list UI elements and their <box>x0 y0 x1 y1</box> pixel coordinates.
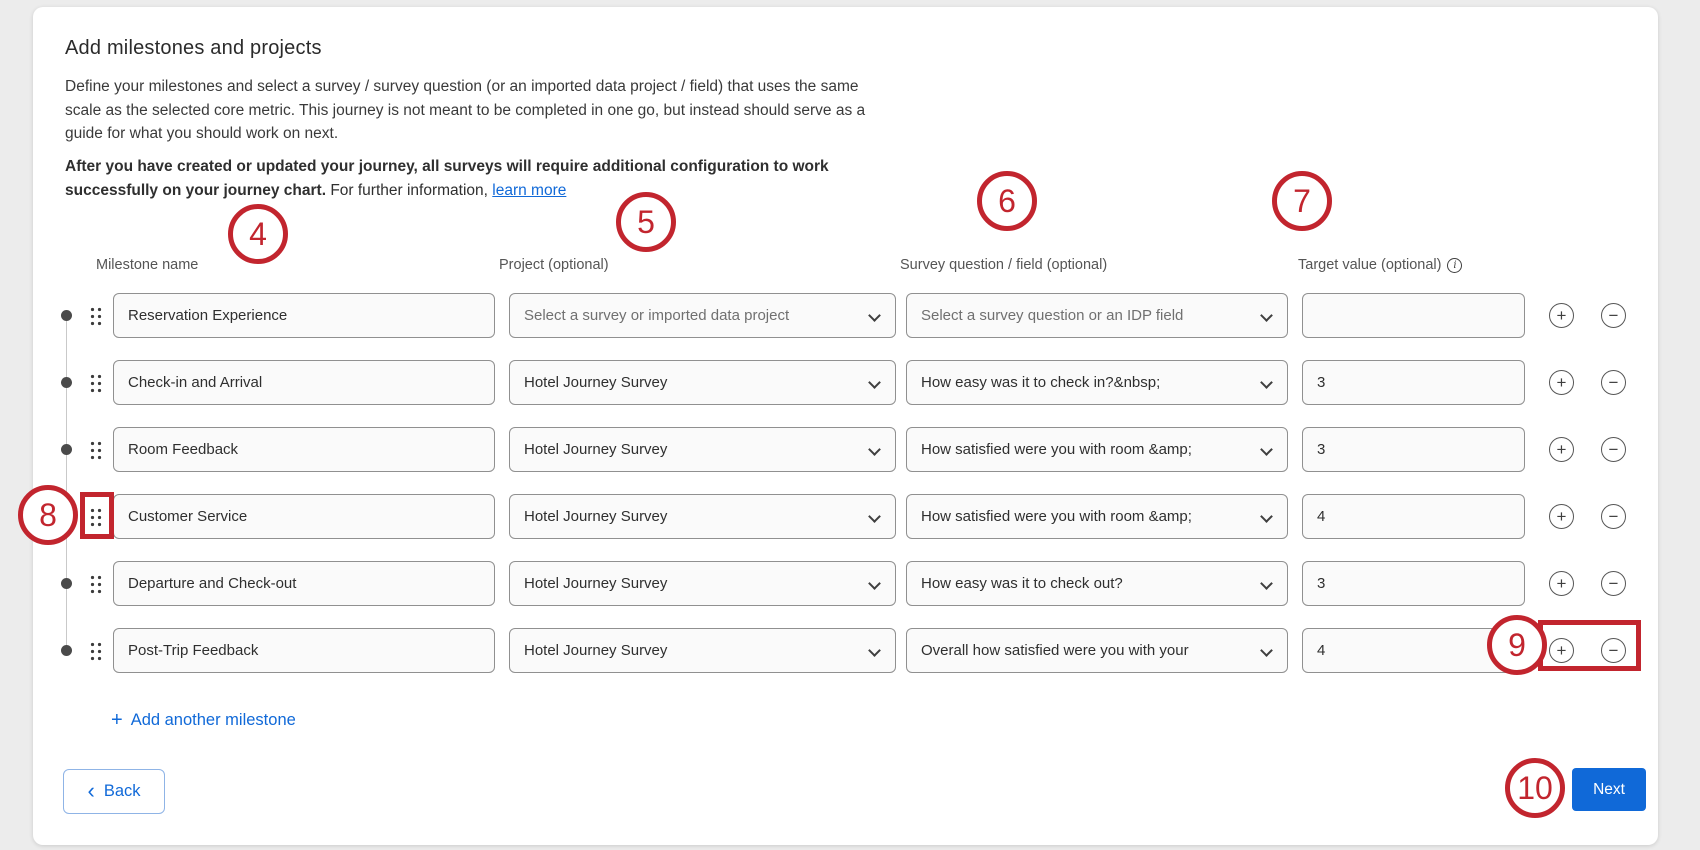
target-value-input[interactable]: 3 <box>1302 360 1525 405</box>
annotation-rect-8 <box>80 492 114 539</box>
chevron-down-icon <box>1260 577 1273 590</box>
add-row-button[interactable]: + <box>1549 504 1574 529</box>
target-value-input[interactable] <box>1302 293 1525 338</box>
column-header-milestone: Milestone name <box>96 257 199 273</box>
project-select-value: Select a survey or imported data project <box>524 307 790 324</box>
chevron-down-icon <box>1260 309 1273 322</box>
project-select[interactable] <box>509 561 896 606</box>
target-value-input[interactable]: 4 <box>1302 494 1525 539</box>
project-select[interactable] <box>509 628 896 673</box>
chevron-down-icon <box>868 309 881 322</box>
milestone-bullet <box>55 645 77 656</box>
project-select[interactable] <box>509 360 896 405</box>
annotation-circle-7: 7 <box>1272 171 1332 231</box>
add-row-button[interactable]: + <box>1549 303 1574 328</box>
chevron-down-icon <box>1260 510 1273 523</box>
milestone-name-input[interactable]: Room Feedback <box>113 427 495 472</box>
drag-dots-icon <box>89 440 102 460</box>
project-select-value: Hotel Journey Survey <box>524 575 668 592</box>
remove-row-button[interactable]: − <box>1601 504 1626 529</box>
project-select-value: Hotel Journey Survey <box>524 508 668 525</box>
drag-handle[interactable] <box>77 641 113 661</box>
annotation-circle-8: 8 <box>18 485 78 545</box>
milestone-name-input[interactable]: Customer Service <box>113 494 495 539</box>
page-title: Add milestones and projects <box>65 37 322 59</box>
chevron-down-icon <box>1260 644 1273 657</box>
target-value-input[interactable]: 3 <box>1302 561 1525 606</box>
drag-dots-icon <box>89 641 102 661</box>
milestone-name-input[interactable]: Post-Trip Feedback <box>113 628 495 673</box>
chevron-down-icon <box>868 510 881 523</box>
annotation-rect-9 <box>1538 620 1641 671</box>
annotation-circle-5: 5 <box>616 192 676 252</box>
milestone-bullet <box>55 377 77 388</box>
drag-handle[interactable] <box>77 440 113 460</box>
milestone-row-6 <box>55 628 1658 673</box>
milestone-row-1 <box>55 293 1658 338</box>
drag-dots-icon <box>89 373 102 393</box>
column-headers <box>33 257 1658 277</box>
milestone-name-input[interactable]: Departure and Check-out <box>113 561 495 606</box>
milestone-row-4 <box>55 494 1658 539</box>
survey-select-value: How easy was it to check out? <box>921 575 1123 592</box>
chevron-down-icon <box>1260 443 1273 456</box>
milestones-panel <box>33 7 1658 845</box>
target-value-input[interactable]: 3 <box>1302 427 1525 472</box>
survey-select-value: How easy was it to check in?&nbsp; <box>921 374 1161 391</box>
remove-row-button[interactable]: − <box>1601 571 1626 596</box>
milestone-row-2 <box>55 360 1658 405</box>
project-select[interactable] <box>509 427 896 472</box>
chevron-down-icon <box>868 577 881 590</box>
configuration-note <box>65 155 905 202</box>
survey-question-select[interactable] <box>906 427 1288 472</box>
milestone-name-input[interactable]: Reservation Experience <box>113 293 495 338</box>
configuration-note-bold: After you have created or updated your journey, all surveys will require additional configuration to work successfully on your journey chart. <box>65 158 829 199</box>
chevron-down-icon <box>868 376 881 389</box>
page-description: Define your milestones and select a survey / survey question (or an imported data project / field) that uses the same scale as the selected core metric. This journey is not meant to be completed in one go, but instead should serve as a guide for what you should work on next. <box>65 78 866 142</box>
survey-question-select[interactable] <box>906 293 1288 338</box>
column-header-target <box>1298 257 1462 273</box>
milestone-row-5 <box>55 561 1658 606</box>
survey-question-select[interactable] <box>906 360 1288 405</box>
add-row-button[interactable]: + <box>1549 370 1574 395</box>
milestone-bullet <box>55 444 77 455</box>
plus-icon: + <box>111 709 123 731</box>
milestone-rows <box>33 293 1658 695</box>
add-row-button[interactable]: + <box>1549 571 1574 596</box>
project-select[interactable] <box>509 293 896 338</box>
info-icon[interactable]: i <box>1447 258 1462 273</box>
chevron-down-icon <box>1260 376 1273 389</box>
drag-dots-icon <box>89 306 102 326</box>
back-button[interactable] <box>63 769 165 814</box>
drag-handle[interactable] <box>77 306 113 326</box>
back-button-label: Back <box>103 782 141 800</box>
survey-select-value: How satisfied were you with room &amp; <box>921 441 1192 458</box>
milestone-row-3 <box>55 427 1658 472</box>
annotation-circle-6: 6 <box>977 171 1037 231</box>
remove-row-button[interactable]: − <box>1601 437 1626 462</box>
column-header-target-label: Target value (optional) <box>1298 257 1442 273</box>
survey-question-select[interactable] <box>906 561 1288 606</box>
chevron-down-icon <box>868 644 881 657</box>
next-button[interactable]: Next <box>1572 768 1646 811</box>
chevron-down-icon <box>868 443 881 456</box>
remove-row-button[interactable]: − <box>1601 370 1626 395</box>
annotation-circle-9: 9 <box>1487 615 1547 675</box>
survey-select-value: How satisfied were you with room &amp; <box>921 508 1192 525</box>
survey-select-value: Select a survey question or an IDP field <box>921 307 1184 324</box>
survey-question-select[interactable] <box>906 494 1288 539</box>
milestone-bullet <box>55 578 77 589</box>
add-row-button[interactable]: + <box>1549 437 1574 462</box>
target-value-input[interactable]: 4 <box>1302 628 1525 673</box>
milestone-bullet <box>55 310 77 321</box>
add-another-milestone-label: Add another milestone <box>130 710 296 729</box>
drag-dots-icon <box>89 574 102 594</box>
annotation-circle-10: 10 <box>1505 758 1565 818</box>
project-select-value: Hotel Journey Survey <box>524 374 668 391</box>
drag-handle[interactable] <box>77 574 113 594</box>
project-select-value: Hotel Journey Survey <box>524 441 668 458</box>
remove-row-button[interactable]: − <box>1601 303 1626 328</box>
project-select[interactable] <box>509 494 896 539</box>
learn-more-link[interactable]: learn more <box>492 181 567 199</box>
drag-handle[interactable] <box>77 373 113 393</box>
project-select-value: Hotel Journey Survey <box>524 642 668 659</box>
add-another-milestone-link[interactable] <box>111 710 296 730</box>
column-header-survey: Survey question / field (optional) <box>900 257 1108 273</box>
survey-select-value: Overall how satisfied were you with your <box>921 642 1189 659</box>
milestone-name-input[interactable]: Check-in and Arrival <box>113 360 495 405</box>
annotation-circle-4: 4 <box>228 204 288 264</box>
survey-question-select[interactable] <box>906 628 1288 673</box>
configuration-note-regular: For further information, <box>330 181 488 199</box>
column-header-project: Project (optional) <box>499 257 609 273</box>
chevron-left-icon: ‹ <box>87 777 95 803</box>
remove-row-button[interactable]: − <box>1601 638 1626 663</box>
add-row-button[interactable]: + <box>1549 638 1574 663</box>
